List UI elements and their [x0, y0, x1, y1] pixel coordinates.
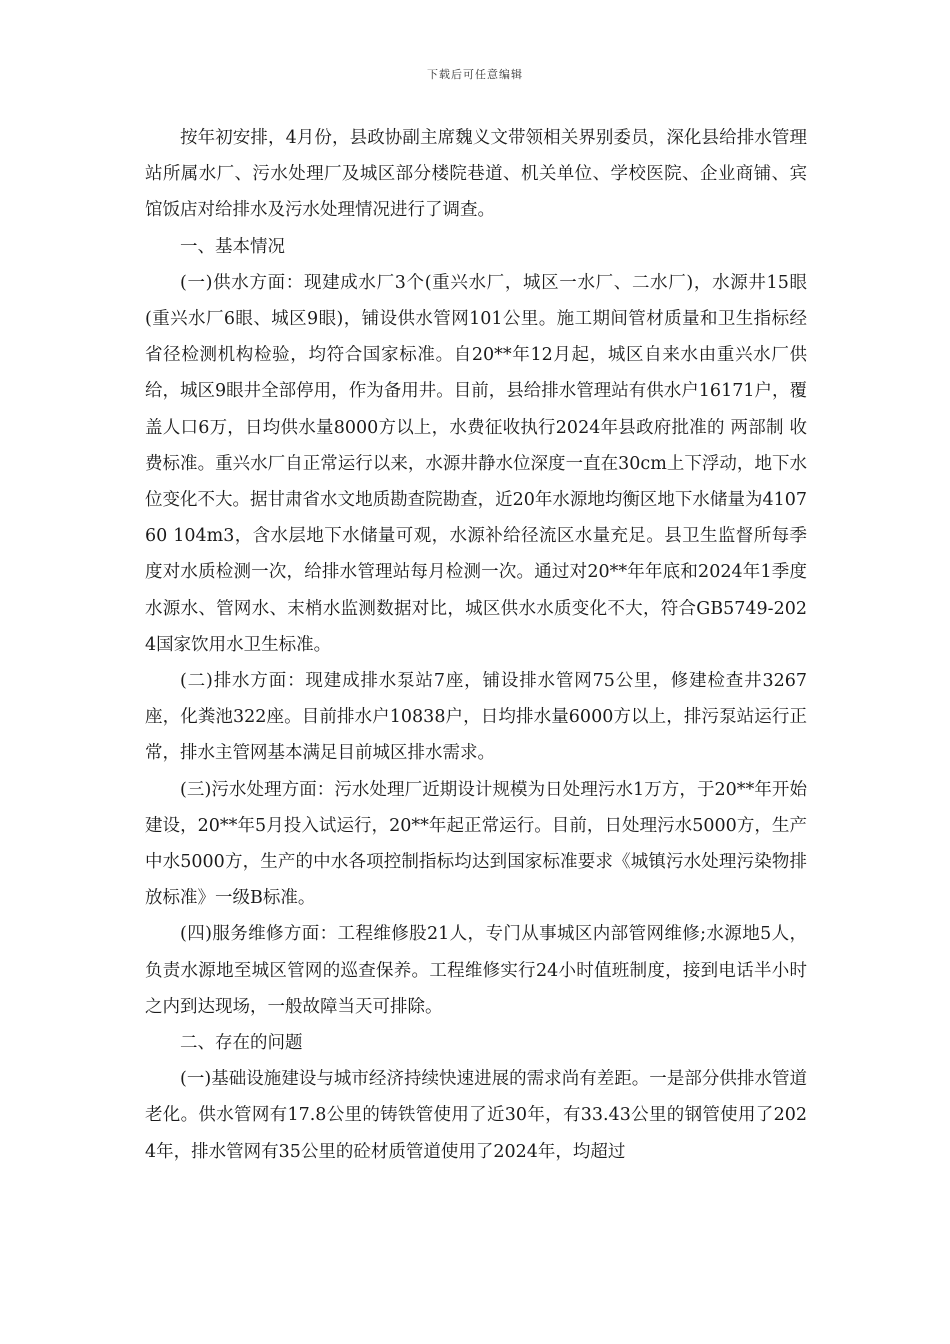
paragraph-sewage-treatment: (三)污水处理方面：污水处理厂近期设计规模为日处理污水1万方，于20**年开始建设，20**年5月投入试运行，20**年起正常运行。目前，日处理污水5000方，生产中水5000方，生产的中水各项控制指标均达到国家标准要求《城镇污水处理污染物排放标准》一级B标准。	[145, 779, 807, 909]
paragraph-water-supply: (一)供水方面：现建成水厂3个(重兴水厂，城区一水厂、二水厂)，水源井15眼(重兴水厂6眼、城区9眼)，铺设供水管网101公里。施工期间管材质量和卫生指标经省径检测机构检验，均符合国家标准。自20**年12月起，城区自来水由重兴水厂供给，城区9眼井全部停用，作为备用井。目前，县给排水管理站有供水户16171户，覆盖人口6万，日均供水量8000方以上，水费征收执行2024年县政府批准的 两部制 收费标准。重兴水厂自正常运行以来，水源井静水位深度一直在30cm上下浮动，地下水位变化不大。据甘肃省水文地质勘查院勘查，近20年水源地均衡区地下水储量为410760 104m3，含水层地下水储量可观，水源补给径流区水量充足。县卫生监督所每季度对水质检测一次，给排水管理站每月检测一次。通过对20**年年底和2024年1季度水源水、管网水、末梢水监测数据对比，城区供水水质变化不大，符合GB5749-2024国家饮用水卫生标准。	[145, 272, 807, 655]
paragraph-drainage: (二)排水方面：现建成排水泵站7座，铺设排水管网75公里，修建检查井3267座，化粪池322座。目前排水户10838户，日均排水量6000方以上，排污泵站运行正常，排水主管网基本满足目前城区排水需求。	[145, 671, 807, 764]
paragraph-intro: 按年初安排，4月份，县政协副主席魏义文带领相关界别委员，深化县给排水管理站所属水厂、污水处理厂及城区部分楼院巷道、机关单位、学校医院、企业商铺、宾馆饭店对给排水及污水处理情况进行了调查。	[145, 128, 807, 221]
heading-problems: 二、存在的问题	[180, 1033, 303, 1054]
page-header-note: 下载后可任意编辑	[427, 68, 523, 81]
document-body	[145, 120, 807, 1170]
heading-basic-situation: 一、基本情况	[180, 236, 285, 257]
paragraph-infrastructure-gap: (一)基础设施建设与城市经济持续快速进展的需求尚有差距。一是部分供排水管道老化。供水管网有17.8公里的铸铁管使用了近30年，有33.43公里的钢管使用了2024年，排水管网有35公里的砼材质管道使用了2024年，均超过	[145, 1069, 807, 1162]
paragraph-maintenance: (四)服务维修方面：工程维修股21人，专门从事城区内部管网维修;水源地5人，负责水源地至城区管网的巡查保养。工程维修实行24小时值班制度，接到电话半小时之内到达现场，一般故障当天可排除。	[145, 924, 807, 1017]
